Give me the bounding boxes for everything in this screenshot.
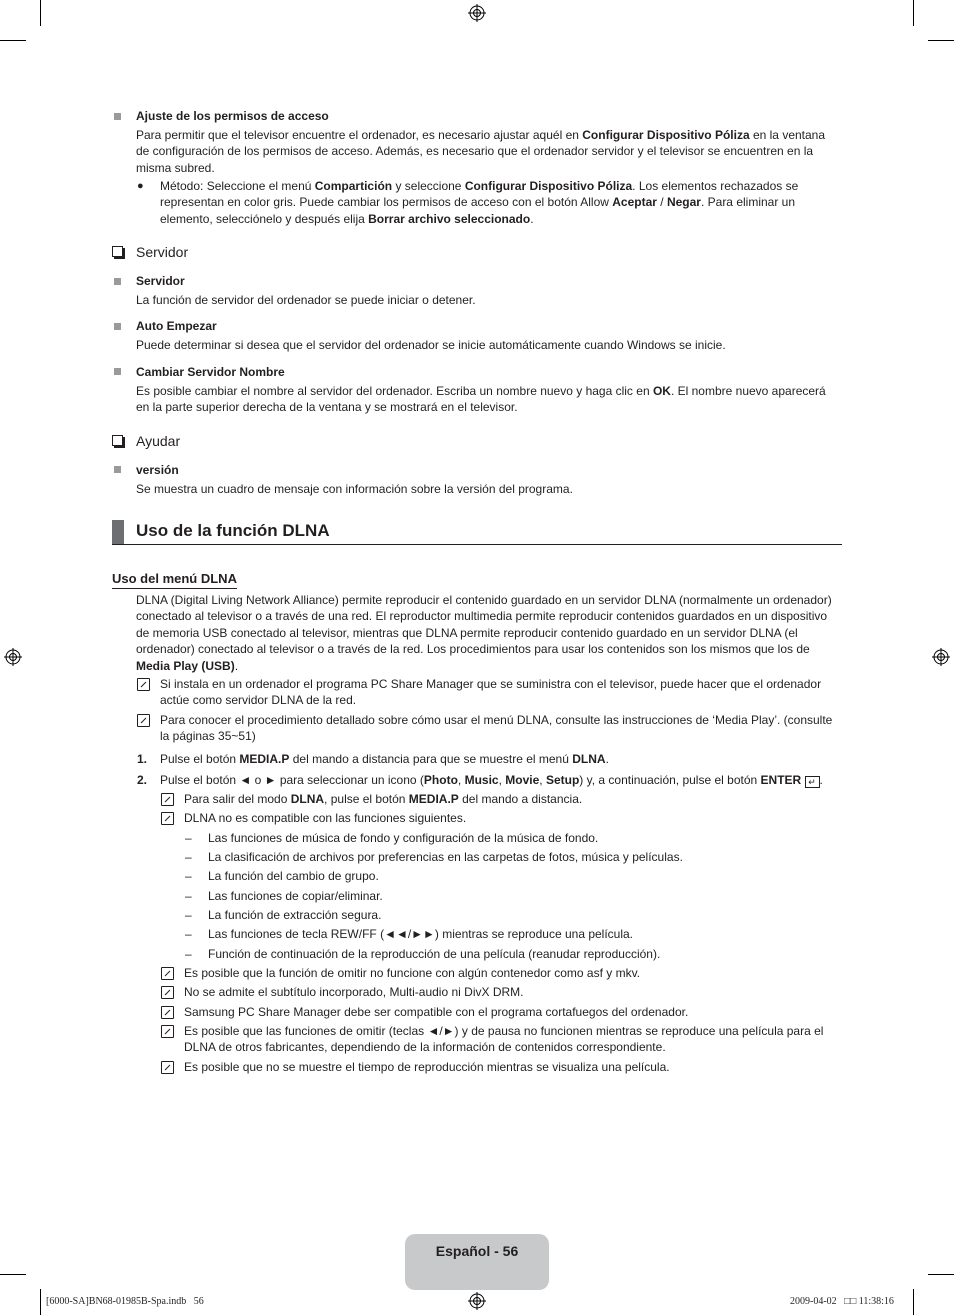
dash-bullet: – xyxy=(185,908,192,922)
dash-bullet: – xyxy=(185,850,192,864)
access-heading: Ajuste de los permisos de acceso xyxy=(136,109,329,123)
dash-item: Las funciones de música de fondo y configuración de la música de fondo. xyxy=(208,831,599,845)
crop-mark xyxy=(913,0,914,26)
servidor-title: Servidor xyxy=(136,244,189,260)
servidor-item-text: Puede determinar si desea que el servidor del ordenador se inicie automáticamente cuando Windows se inicie. xyxy=(136,338,726,352)
enter-icon: ↵ xyxy=(805,776,820,788)
checkbox-bullet-icon xyxy=(112,435,123,446)
dash-bullet: – xyxy=(185,927,192,941)
servidor-item-text: La función de servidor del ordenador se puede iniciar o detener. xyxy=(136,293,476,307)
dash-item: Función de continuación de la reproducción de una película (reanudar reproducción). xyxy=(208,947,661,961)
registration-mark-icon xyxy=(468,1292,486,1310)
note-icon xyxy=(161,793,174,806)
dash-item: Las funciones de tecla REW/FF (◄◄/►►) mientras se reproduce una película. xyxy=(208,927,634,941)
square-bullet-icon xyxy=(114,278,121,285)
note-icon xyxy=(161,1061,174,1074)
dash-bullet: – xyxy=(185,947,192,961)
sub-note: Es posible que no se muestre el tiempo de reproducción mientras se visualiza una película. xyxy=(184,1060,670,1074)
square-bullet-icon xyxy=(114,113,121,120)
dlna-intro: DLNA (Digital Living Network Alliance) permite reproducir el contenido guardado en un servidor DLNA (normalmente un ordenador) conectado al televisor o a través de una red. El reproductor multimedia permite reproducir contenidos guardados en un dispositivo de memoria USB conectado al televisor, mientras que DLNA permite reproducir contenido guardado en un servidor DLNA (el ordenador) conectado al televisor o a través de la red. Los procedimientos para usar los contenidos son los mismos que los de Media Play (USB). xyxy=(136,593,832,673)
sub-note: Para salir del modo DLNA, pulse el botón MEDIA.P del mando a distancia. xyxy=(184,792,583,806)
servidor-item-heading: Auto Empezar xyxy=(136,319,217,333)
dash-bullet: – xyxy=(185,869,192,883)
dlna-note: Para conocer el procedimiento detallado sobre cómo usar el menú DLNA, consulte las instrucciones de ‘Media Play’. (consulte la páginas 35~51) xyxy=(160,713,833,744)
dash-item: La clasificación de archivos por preferencias en las carpetas de fotos, música y películas. xyxy=(208,850,683,864)
section-title: Uso de la función DLNA xyxy=(136,521,330,540)
sub-note: Es posible que las funciones de omitir (teclas ◄/►) y de pausa no funcionen mientras se reproduce una película para el DLNA de otros fabricantes, dependiendo de la información de contenidos correspondiente. xyxy=(184,1024,824,1055)
crop-mark xyxy=(0,40,26,41)
step-number: 1. xyxy=(137,752,148,766)
dash-bullet: – xyxy=(185,889,192,903)
dash-item: La función de extracción segura. xyxy=(208,908,382,922)
print-timestamp: 2009-04-02 □□ 11:38:16 xyxy=(790,1296,894,1307)
step-text: Pulse el botón ◄ o ► para seleccionar un icono (Photo, Music, Movie, Setup) y, a continuación, pulse el botón ENTER ↵ . xyxy=(160,773,823,787)
file-info: [6000-SA]BN68-01985B-Spa.indb 56 xyxy=(46,1296,204,1307)
bullet-dot-icon: ● xyxy=(137,180,144,192)
access-paragraph: Para permitir que el televisor encuentre el ordenador, es necesario ajustar aquél en Configurar Dispositivo Póliza en la ventana de configuración de los permisos de acceso. Además, es necesario que el ordenador servidor y el televisor se encuentren en la misma subred. xyxy=(136,128,826,175)
checkbox-bullet-icon xyxy=(112,246,123,257)
servidor-item-heading: Cambiar Servidor Nombre xyxy=(136,365,285,379)
registration-mark-icon xyxy=(468,4,486,22)
section-marker xyxy=(112,520,124,544)
sub-note: No se admite el subtítulo incorporado, Multi-audio ni DivX DRM. xyxy=(184,985,524,999)
note-icon xyxy=(161,1006,174,1019)
dash-item: La función del cambio de grupo. xyxy=(208,869,379,883)
crop-mark xyxy=(928,40,954,41)
step-text: Pulse el botón MEDIA.P del mando a distancia para que se muestre el menú DLNA. xyxy=(160,752,609,766)
note-icon xyxy=(137,714,150,727)
access-method: Método: Seleccione el menú Compartición y seleccione Configurar Dispositivo Póliza. Los elementos rechazados se representan en color gris. Puede cambiar los permisos de acceso con el botón Allow Aceptar / Negar. Para eliminar un elemento, selecciónelo y después elija Borrar archivo seleccionado. xyxy=(160,179,799,226)
sub-note: Samsung PC Share Manager debe ser compatible con el programa cortafuegos del ordenador. xyxy=(184,1005,689,1019)
note-icon xyxy=(137,678,150,691)
step-number: 2. xyxy=(137,773,148,787)
crop-mark xyxy=(0,1274,26,1275)
crop-mark xyxy=(928,1274,954,1275)
note-icon xyxy=(161,986,174,999)
crop-mark xyxy=(913,1289,914,1315)
registration-mark-icon xyxy=(932,648,950,666)
dash-item: Las funciones de copiar/eliminar. xyxy=(208,889,383,903)
servidor-item-text: Es posible cambiar el nombre al servidor del ordenador. Escriba un nombre nuevo y haga clic en OK. El nombre nuevo aparecerá en la parte superior derecha de la ventana y se mostrará en el televisor. xyxy=(136,384,826,415)
ayudar-item-text: Se muestra un cuadro de mensaje con información sobre la versión del programa. xyxy=(136,482,573,496)
ayudar-item-heading: versión xyxy=(136,463,179,477)
ayudar-title: Ayudar xyxy=(136,433,181,449)
note-icon xyxy=(161,812,174,825)
note-icon xyxy=(161,967,174,980)
servidor-item-heading: Servidor xyxy=(136,274,185,288)
sub-note: DLNA no es compatible con las funciones siguientes. xyxy=(184,811,467,825)
section-rule xyxy=(112,544,842,545)
dlna-note: Si instala en un ordenador el programa PC Share Manager que se suministra con el televisor, puede hacer que el ordenador actúe como servidor DLNA de la red. xyxy=(160,677,822,708)
registration-mark-icon xyxy=(4,648,22,666)
note-icon xyxy=(161,1025,174,1038)
square-bullet-icon xyxy=(114,466,121,473)
square-bullet-icon xyxy=(114,368,121,375)
square-bullet-icon xyxy=(114,323,121,330)
crop-mark xyxy=(40,0,41,26)
page-number: Español - 56 xyxy=(435,1243,519,1259)
crop-mark xyxy=(40,1289,41,1315)
sub-note: Es posible que la función de omitir no funcione con algún contenedor como asf y mkv. xyxy=(184,966,641,980)
subsection-title: Uso del menú DLNA xyxy=(112,570,237,589)
dash-bullet: – xyxy=(185,831,192,845)
